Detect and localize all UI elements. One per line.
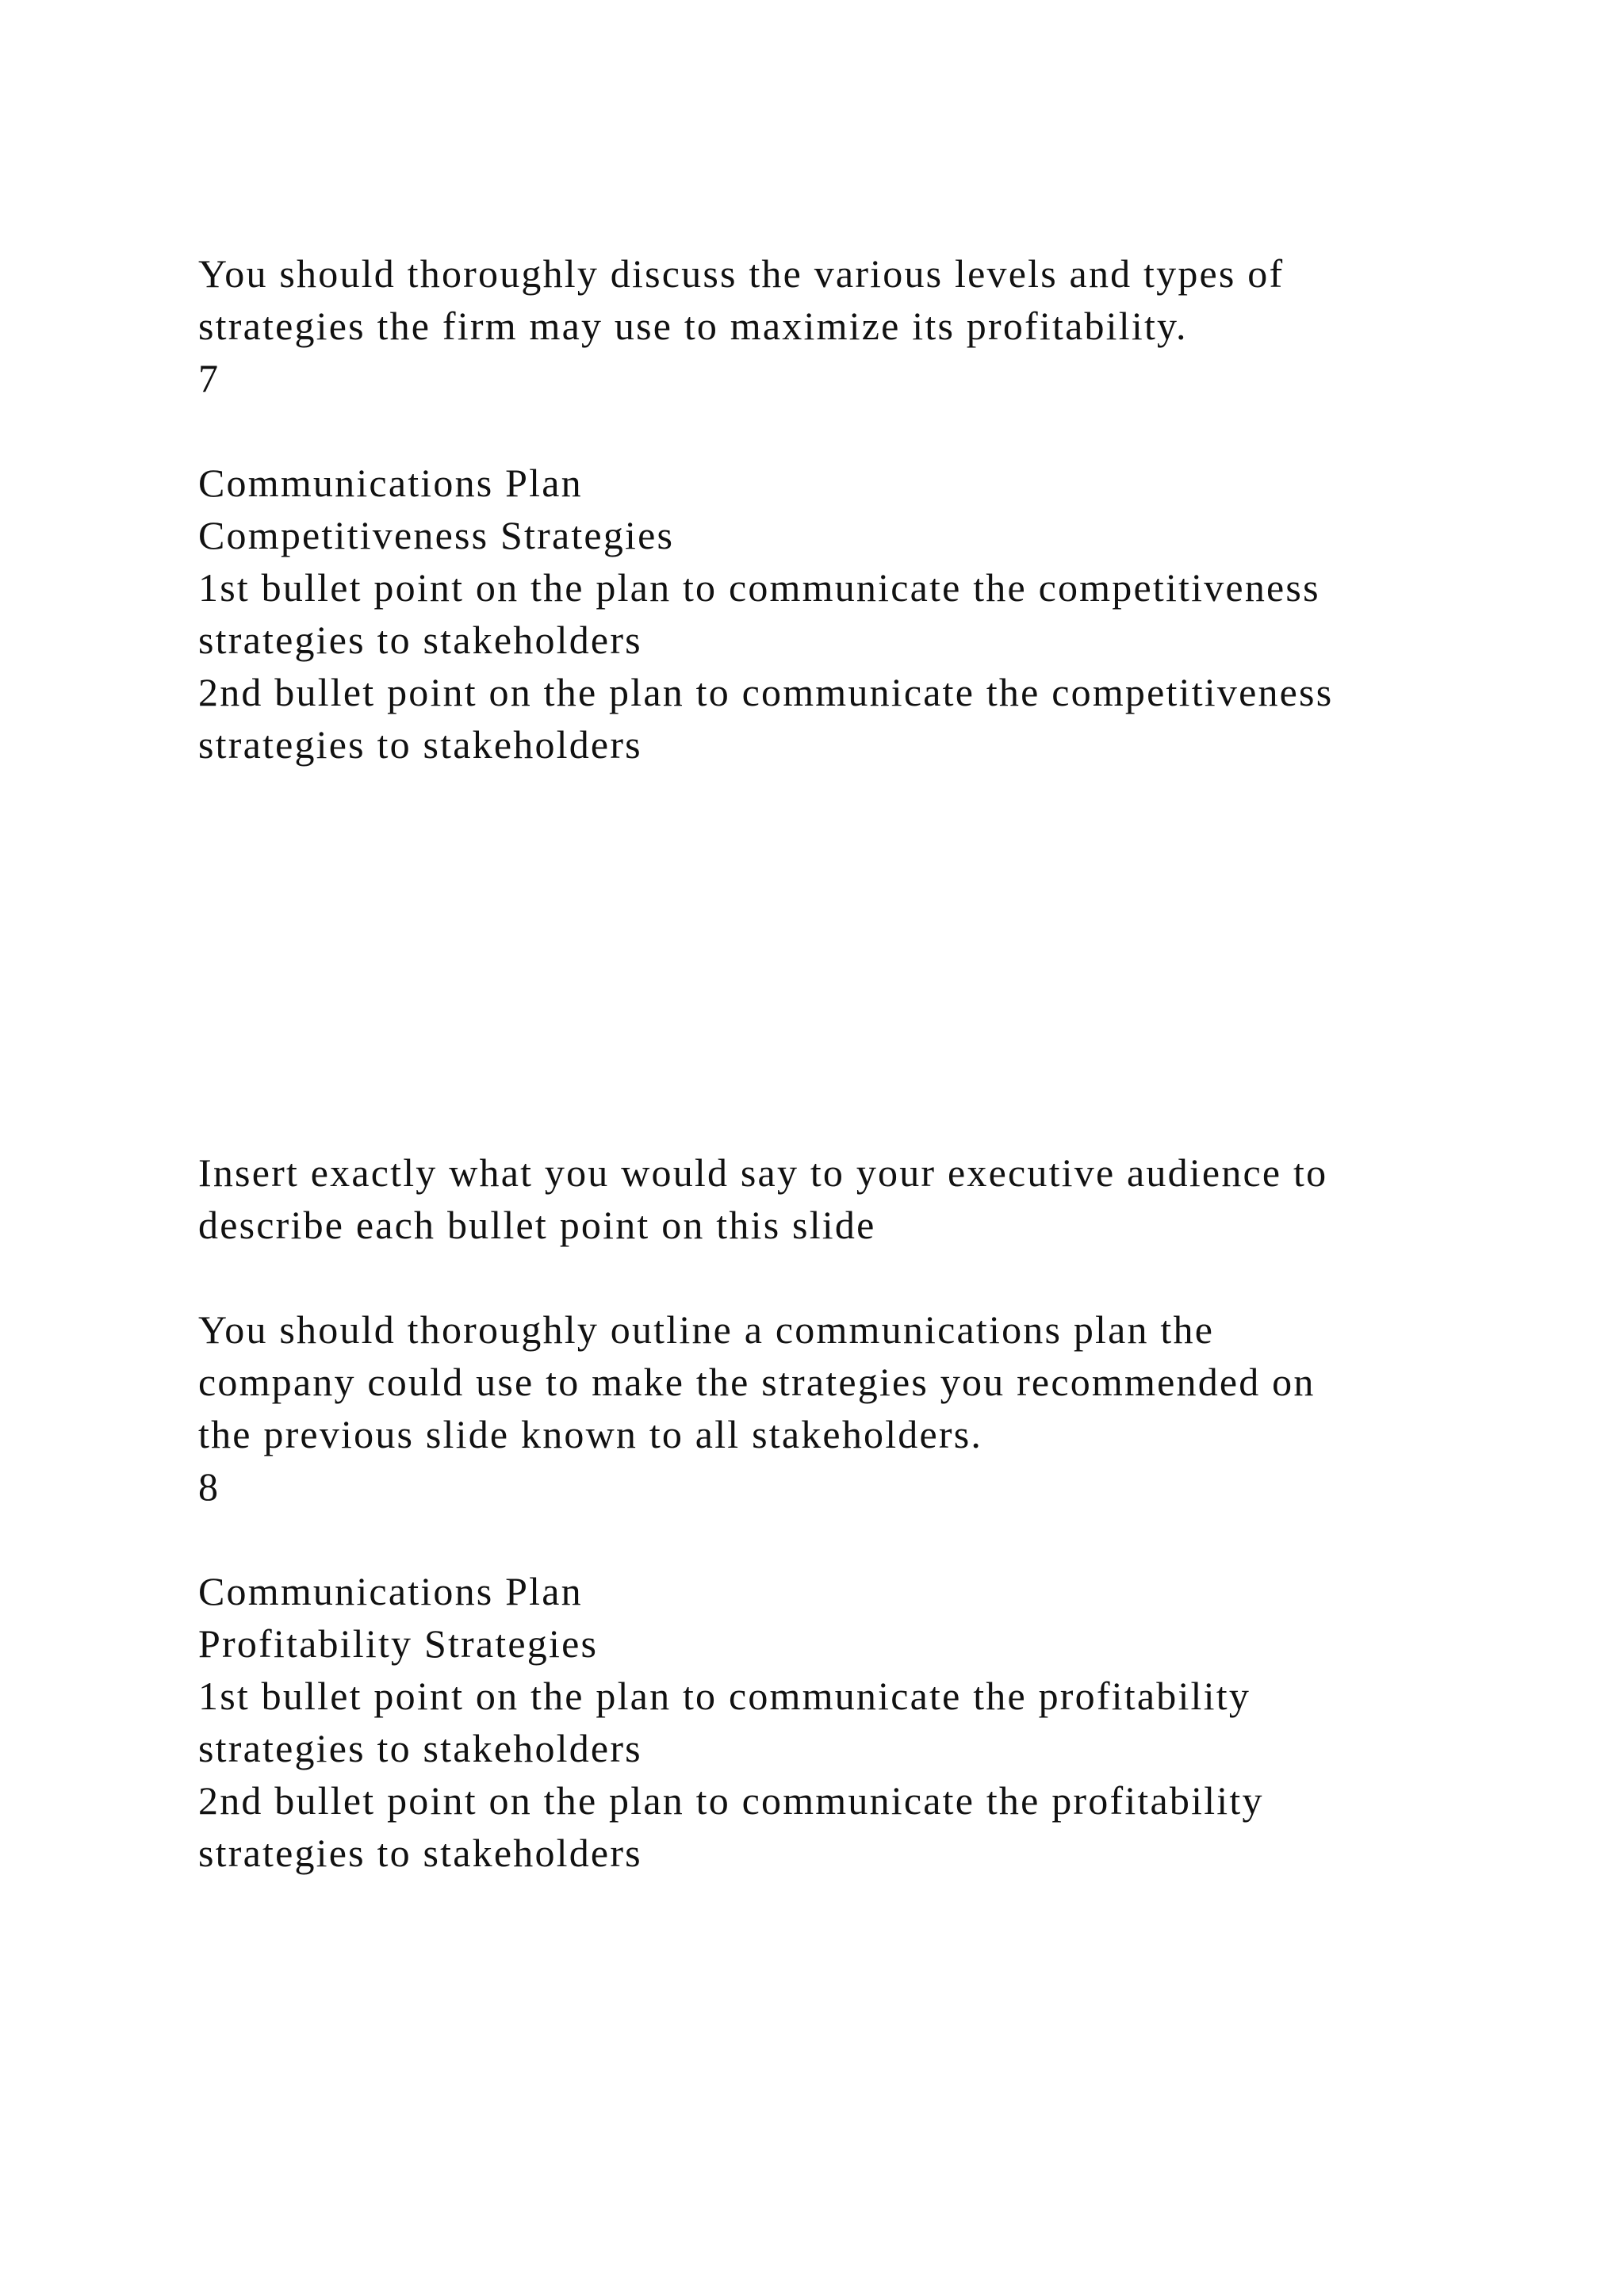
bullet-point-text: strategies to stakeholders <box>198 722 642 767</box>
slide-7-notes-block <box>198 247 1546 771</box>
bullet-point-text: 2nd bullet point on the plan to communicate the competitiveness <box>198 670 1334 714</box>
slide-subheading: Competitiveness Strategies <box>198 513 675 557</box>
bullet-point-text: strategies to stakeholders <box>198 1726 642 1770</box>
blank-line <box>198 404 1546 457</box>
speaker-note-line: Insert exactly what you would say to your executive audience to <box>198 1150 1328 1195</box>
intro-text-line: strategies the firm may use to maximize its profitability. <box>198 304 1188 348</box>
bullet-point-text: strategies to stakeholders <box>198 618 642 662</box>
slide-number: 7 <box>198 356 220 400</box>
slide-8-notes-block <box>198 1146 1546 1879</box>
intro-text-line: You should thoroughly discuss the various levels and types of <box>198 251 1285 296</box>
bullet-point-text: 1st bullet point on the plan to communicate the profitability <box>198 1674 1251 1718</box>
blank-line <box>198 1251 1546 1303</box>
instruction-text-line: the previous slide known to all stakeholders. <box>198 1412 983 1456</box>
bullet-point-text: strategies to stakeholders <box>198 1831 642 1875</box>
instruction-text-line: You should thoroughly outline a communications plan the <box>198 1307 1215 1352</box>
bullet-point-text: 1st bullet point on the plan to communicate the competitiveness <box>198 565 1320 610</box>
slide-heading: Communications Plan <box>198 1569 583 1613</box>
speaker-note-line: describe each bullet point on this slide <box>198 1203 876 1247</box>
blank-line <box>198 1513 1546 1565</box>
bullet-point-text: 2nd bullet point on the plan to communicate the profitability <box>198 1778 1264 1823</box>
instruction-text-line: company could use to make the strategies you recommended on <box>198 1360 1316 1404</box>
slide-number: 8 <box>198 1464 220 1509</box>
slide-heading: Communications Plan <box>198 461 583 505</box>
slide-subheading: Profitability Strategies <box>198 1621 599 1666</box>
